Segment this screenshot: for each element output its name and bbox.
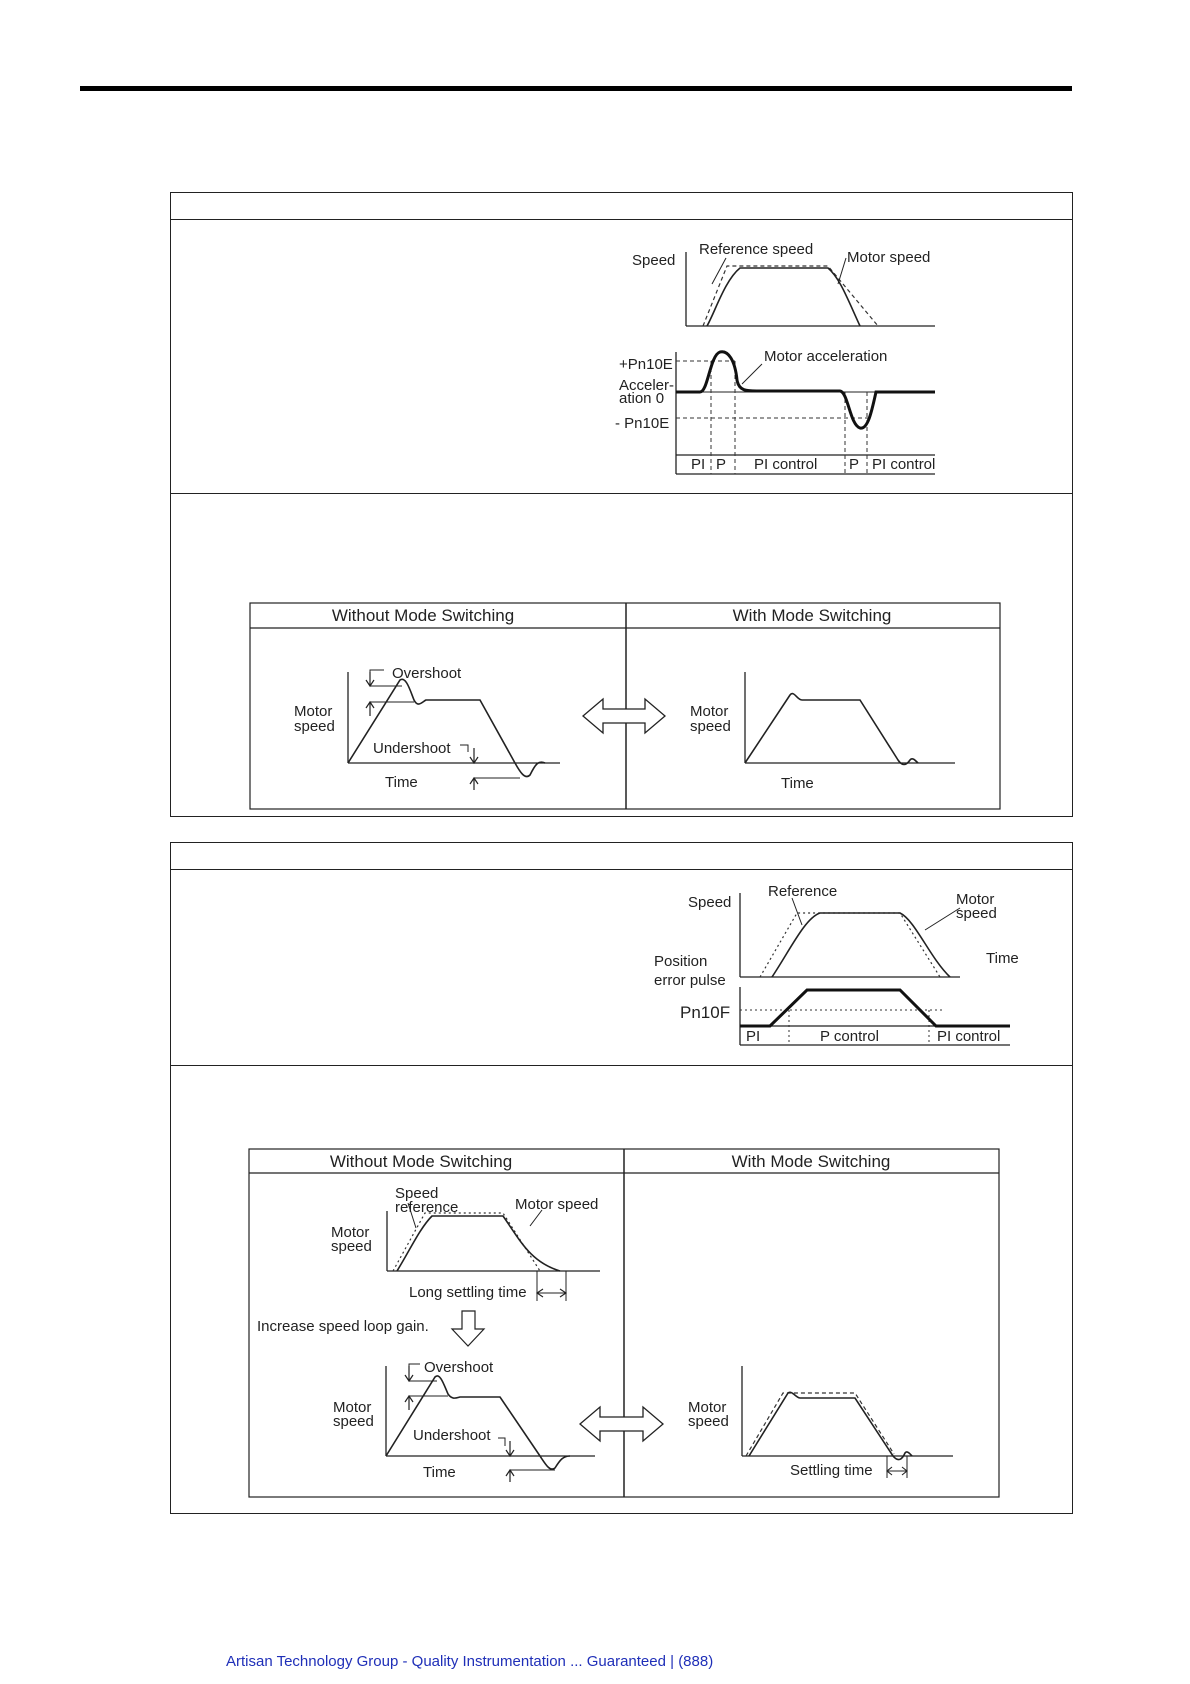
speed-label-5: speed xyxy=(333,1413,374,1430)
motor-speed-overshoot-2 xyxy=(386,1376,570,1469)
zone-pi-control-1: PI control xyxy=(754,456,818,473)
overshoot-label-2: Overshoot xyxy=(424,1359,494,1376)
time-label-2: Time xyxy=(781,775,814,792)
motor-label-6: Motor xyxy=(688,1399,727,1416)
motor-label-2: Motor xyxy=(690,703,729,720)
speed-label-2: speed xyxy=(690,718,731,735)
motor-label-1: Motor xyxy=(294,703,333,720)
minus-pn10e-label: - Pn10E xyxy=(615,415,670,432)
zone-pi-control-3: PI control xyxy=(937,1028,1001,1045)
motor-speed-label: Motor speed xyxy=(847,249,931,266)
motor-acceleration-label: Motor acceleration xyxy=(764,348,888,365)
speed-label-1: speed xyxy=(294,718,335,735)
motor-label-3: Motor xyxy=(956,891,995,908)
overshoot-label-1: Overshoot xyxy=(392,665,462,682)
speed-label-4: speed xyxy=(331,1238,372,1255)
speed-label-3: speed xyxy=(956,905,997,922)
compare-double-arrow-2 xyxy=(580,1407,663,1441)
without-switching-title-1: Without Mode Switching xyxy=(331,606,515,625)
settling-time-label: Settling time xyxy=(790,1462,873,1479)
zone-pi-1: PI xyxy=(691,456,706,473)
reference-line-2 xyxy=(760,913,940,977)
pn10f-label: Pn10F xyxy=(680,1003,731,1022)
down-arrow xyxy=(452,1311,484,1346)
with-switching-title-2: With Mode Switching xyxy=(731,1152,891,1171)
position-error-curve xyxy=(740,990,1010,1026)
speed-axis-label-2: Speed xyxy=(688,894,732,911)
zone-p-1: P xyxy=(716,456,727,473)
speed-label-6: speed xyxy=(688,1413,729,1430)
acceleration-label-2: ation 0 xyxy=(619,390,665,407)
error-pulse-label: error pulse xyxy=(654,972,726,989)
time-label-1: Time xyxy=(385,774,418,791)
motor-speed-settled xyxy=(749,1392,912,1459)
zone-pi-control-2: PI control xyxy=(872,456,936,473)
reference-label-2: Reference xyxy=(768,883,838,900)
footer-link[interactable]: Artisan Technology Group - Quality Instrumentation ... Guaranteed | (888) xyxy=(226,1653,714,1670)
undershoot-label-1: Undershoot xyxy=(373,740,451,757)
long-settling-label: Long settling time xyxy=(409,1284,527,1301)
motor-speed-label-2: Motor speed xyxy=(515,1196,599,1213)
acceleration-label-1: Acceler- xyxy=(619,377,675,394)
zone-p-control: P control xyxy=(820,1028,879,1045)
zone-pi-3: PI xyxy=(746,1028,761,1045)
time-label-4: Time xyxy=(423,1464,456,1481)
time-label-3: Time xyxy=(986,950,1019,967)
motor-speed-line-2 xyxy=(772,913,950,977)
plus-pn10e-label: +Pn10E xyxy=(619,356,673,373)
reference-speed-label: Reference speed xyxy=(699,241,814,258)
position-label: Position xyxy=(654,953,708,970)
motor-label-4: Motor xyxy=(331,1224,370,1241)
undershoot-label-2: Undershoot xyxy=(413,1427,491,1444)
motor-speed-slow xyxy=(397,1216,560,1271)
without-switching-title-2: Without Mode Switching xyxy=(329,1152,513,1171)
increase-gain-label: Increase speed loop gain. xyxy=(257,1318,429,1335)
zone-p-2: P xyxy=(849,456,860,473)
speed-ref-label-1: Speed xyxy=(395,1185,439,1202)
speed-ref-label-2: reference xyxy=(395,1199,459,1216)
speed-axis-label: Speed xyxy=(632,252,676,269)
with-switching-title-1: With Mode Switching xyxy=(732,606,892,625)
speed-reference-line xyxy=(393,1213,540,1271)
motor-label-5: Motor xyxy=(333,1399,372,1416)
